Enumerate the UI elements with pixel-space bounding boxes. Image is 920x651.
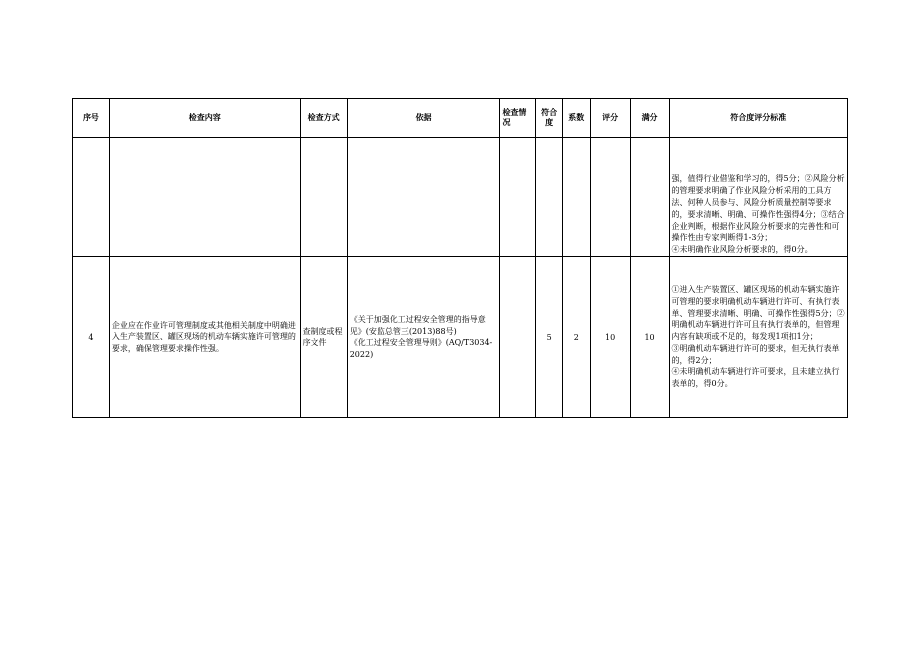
cell-basis [347,138,500,257]
cell-coefficient [562,138,590,257]
cell-method: 查制度或程序文件 [300,257,347,418]
cell-seq: 4 [73,257,110,418]
cell-compliance: 5 [536,257,563,418]
cell-full-score [630,138,669,257]
cell-content [109,138,300,257]
cell-content: 企业应在作业许可管理制度或其他相关制度中明确进入生产装置区、罐区现场的机动车辆实施许可管理的要求，确保管理要求操作性强。 [109,257,300,418]
cell-situation [500,257,536,418]
cell-full-score: 10 [630,257,669,418]
table-row [73,257,848,418]
table-row [73,138,848,257]
cell-coefficient: 2 [562,257,590,418]
header-situation: 检查情况 [500,99,536,138]
cell-score [590,138,630,257]
cell-method [300,138,347,257]
header-content: 检查内容 [109,99,300,138]
cell-situation [500,138,536,257]
header-row [73,99,848,138]
cell-score: 10 [590,257,630,418]
cell-standard: 强，值得行业借鉴和学习的，得5分；②风险分析的管理要求明确了作业风险分析采用的工具方法、何种人员参与、风险分析质量控制等要求的，要求清晰、明确、可操作性强得4分；③结合企业判断，根据作业风险分析要求的完善性和可操作性由专家判断得1-3分； ④未明确作业风险分析要求的，得0分。 [669,138,847,257]
header-coefficient: 系数 [562,99,590,138]
cell-seq [73,138,110,257]
header-compliance: 符合度 [536,99,563,138]
header-method: 检查方式 [300,99,347,138]
header-full-score: 满分 [630,99,669,138]
header-score: 评分 [590,99,630,138]
header-seq: 序号 [73,99,110,138]
cell-standard: ①进入生产装置区、罐区现场的机动车辆实施许可管理的要求明确机动车辆进行许可、有执行表单、管理要求清晰、明确、可操作性强得5分；②明确机动车辆进行许可且有执行表单的，但管理内容有缺项或不足的，每发现1项扣1分； ③明确机动车辆进行许可的要求，但无执行表单的，得2分； ④未明确机动车辆进行许可要求，且未建立执行表单的，得0分。 [669,257,847,418]
audit-checklist-table [72,98,848,418]
cell-basis: 《关于加强化工过程安全管理的指导意见》(安监总管三(2013)88号) 《化工过程安全管理导则》(AQ/T3034-2022) [347,257,500,418]
cell-compliance [536,138,563,257]
header-basis: 依据 [347,99,500,138]
header-standard: 符合度评分标准 [669,99,847,138]
